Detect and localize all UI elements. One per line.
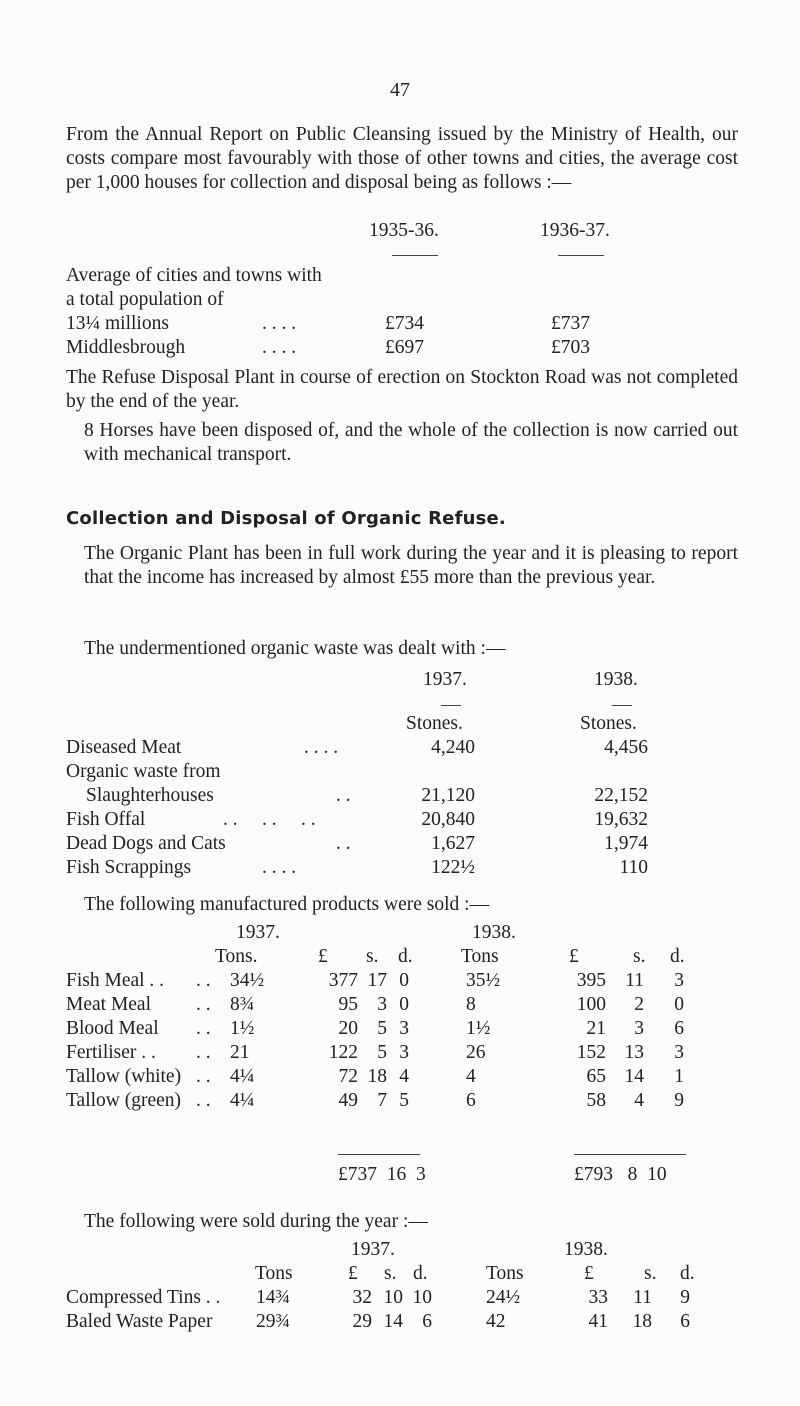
product-tons-1938: 6 xyxy=(466,1090,476,1111)
waste-row-label: Fish Scrappings xyxy=(66,857,192,878)
waste-row-value-1937: 21,120 xyxy=(421,785,475,806)
waste-row-label: Organic waste from xyxy=(66,761,221,782)
product-label: Meat Meal xyxy=(66,994,152,1015)
product-pounds-1938: 152 xyxy=(576,1042,606,1063)
waste-row-value-1937: 122½ xyxy=(431,857,475,878)
sold-tons-1938: 42 xyxy=(486,1311,506,1332)
product-pence-1938: 6 xyxy=(674,1018,684,1039)
section-heading: Collection and Disposal of Organic Refuse. xyxy=(66,508,506,529)
products-year-1938: 1938. xyxy=(472,922,516,943)
products-total-1938: £793 8 10 xyxy=(574,1164,667,1185)
sold-pounds-1937: 32 xyxy=(352,1287,372,1308)
products-intro: The following manufactured products were sold :— xyxy=(84,894,490,915)
waste-unit-2: Stones. xyxy=(580,713,637,734)
product-tons-1938: 8 xyxy=(466,994,476,1015)
product-shillings-1937: 17 xyxy=(367,970,387,991)
sold-label: Baled Waste Paper xyxy=(66,1311,213,1332)
cost-row2-value-2: £703 xyxy=(551,337,590,358)
products-header-tons-1937: Tons. xyxy=(215,946,258,967)
products-header-tons-1938: Tons xyxy=(461,946,499,967)
waste-row-value-1938: 19,632 xyxy=(594,809,648,830)
product-leader: . . xyxy=(196,1090,211,1111)
sold-tons-1937: 29¾ xyxy=(256,1311,291,1332)
product-label: Blood Meal xyxy=(66,1018,159,1039)
sold-pounds-1938: 33 xyxy=(588,1287,608,1308)
product-pence-1938: 0 xyxy=(674,994,684,1015)
waste-row-leader: . . . . xyxy=(304,737,339,758)
products-header-pence-1938: d. xyxy=(670,946,685,967)
product-shillings-1937: 3 xyxy=(377,994,387,1015)
waste-row-value-1938: 22,152 xyxy=(594,785,648,806)
product-shillings-1937: 18 xyxy=(367,1066,387,1087)
product-leader: . . xyxy=(196,970,211,991)
product-pence-1938: 3 xyxy=(674,970,684,991)
product-pounds-1938: 100 xyxy=(576,994,606,1015)
product-tons-1937: 4¼ xyxy=(230,1066,255,1087)
plant-paragraph: The Refuse Disposal Plant in course of erection on Stockton Road was not completed by the end of the year. xyxy=(66,367,738,412)
sold-pounds-1937: 29 xyxy=(352,1311,372,1332)
product-label: Tallow (white) xyxy=(66,1066,182,1087)
products-header-pence-1937: d. xyxy=(398,946,413,967)
sold-label: Compressed Tins . . xyxy=(66,1287,221,1308)
product-shillings-1938: 13 xyxy=(624,1042,644,1063)
sold-tons-1937: 14¾ xyxy=(256,1287,291,1308)
waste-row-leader: . . xyxy=(336,833,351,854)
waste-row-leader: . . . . . . xyxy=(223,809,316,830)
waste-row-leader: . . xyxy=(336,785,351,806)
sold-header-pounds-1937: £ xyxy=(348,1263,358,1284)
cost-row2-label: Middlesbrough xyxy=(66,337,186,358)
sold-shillings-1938: 11 xyxy=(633,1287,652,1308)
waste-unit-1: Stones. xyxy=(406,713,463,734)
cost-col-1935: 1935-36. xyxy=(369,220,439,241)
product-shillings-1938: 4 xyxy=(634,1090,644,1111)
product-pence-1938: 1 xyxy=(674,1066,684,1087)
cost-row1-label-line2: a total population of xyxy=(66,289,224,310)
products-year-1937: 1937. xyxy=(236,922,280,943)
product-shillings-1938: 14 xyxy=(624,1066,644,1087)
cost-row1-label-line3: 13¼ millions xyxy=(66,313,169,334)
product-pounds-1937: 20 xyxy=(338,1018,358,1039)
products-total-rule-1937 xyxy=(338,1154,420,1155)
waste-rule-1 xyxy=(441,705,461,706)
waste-row-value-1938: 4,456 xyxy=(604,737,648,758)
product-pence-1937: 0 xyxy=(399,994,409,1015)
product-pence-1937: 3 xyxy=(399,1042,409,1063)
product-leader: . . xyxy=(196,1018,211,1039)
product-leader: . . xyxy=(196,1066,211,1087)
sold-shillings-1938: 18 xyxy=(632,1311,652,1332)
products-header-pounds-1938: £ xyxy=(569,946,579,967)
waste-year-1938: 1938. xyxy=(594,669,638,690)
page-number: 47 xyxy=(390,79,410,101)
cost-row2-value-1: £697 xyxy=(385,337,424,358)
waste-row-value-1938: 110 xyxy=(619,857,648,878)
product-pence-1938: 3 xyxy=(674,1042,684,1063)
product-tons-1937: 4¼ xyxy=(230,1090,255,1111)
waste-row-value-1937: 4,240 xyxy=(431,737,475,758)
cost-rule-2 xyxy=(558,255,604,256)
product-pounds-1938: 21 xyxy=(586,1018,606,1039)
product-pence-1937: 4 xyxy=(399,1066,409,1087)
cost-row2-leader: . . . . xyxy=(262,337,297,358)
product-tons-1937: 8¾ xyxy=(230,994,255,1015)
product-pounds-1938: 58 xyxy=(586,1090,606,1111)
sold-year-1938: 1938. xyxy=(564,1239,608,1260)
product-shillings-1937: 5 xyxy=(377,1042,387,1063)
sold-shillings-1937: 14 xyxy=(383,1311,403,1332)
product-label: Fertiliser . . xyxy=(66,1042,156,1063)
waste-year-1937: 1937. xyxy=(423,669,467,690)
product-pounds-1937: 49 xyxy=(338,1090,358,1111)
sold-header-shillings-1938: s. xyxy=(644,1263,657,1284)
waste-row-label: Dead Dogs and Cats xyxy=(66,833,226,854)
waste-row-value-1937: 20,840 xyxy=(421,809,475,830)
intro-paragraph: From the Annual Report on Public Cleansing issued by the Ministry of Health, our costs compare most favourably with those of other towns and cities, the average cost per 1,000 houses for collection and disposal being as follows :— xyxy=(66,124,738,193)
product-pence-1938: 9 xyxy=(674,1090,684,1111)
products-header-shillings-1938: s. xyxy=(633,946,646,967)
sold-header-pence-1938: d. xyxy=(680,1263,695,1284)
cost-row1-leader: . . . . xyxy=(262,313,297,334)
waste-row-label: Fish Offal xyxy=(66,809,146,830)
products-header-pounds-1937: £ xyxy=(318,946,328,967)
sold-pence-1937: 10 xyxy=(412,1287,432,1308)
product-label: Tallow (green) xyxy=(66,1090,182,1111)
cost-col-1936: 1936-37. xyxy=(540,220,610,241)
sold-header-pounds-1938: £ xyxy=(584,1263,594,1284)
product-tons-1938: 1½ xyxy=(466,1018,491,1039)
product-tons-1938: 4 xyxy=(466,1066,476,1087)
product-pounds-1938: 395 xyxy=(576,970,606,991)
product-pounds-1937: 122 xyxy=(328,1042,358,1063)
product-tons-1938: 35½ xyxy=(466,970,501,991)
waste-rule-2 xyxy=(612,705,632,706)
product-tons-1937: 21 xyxy=(230,1042,250,1063)
product-pence-1937: 5 xyxy=(399,1090,409,1111)
sold-pence-1937: 6 xyxy=(422,1311,432,1332)
product-leader: . . xyxy=(196,994,211,1015)
product-shillings-1937: 5 xyxy=(377,1018,387,1039)
product-pounds-1937: 72 xyxy=(338,1066,358,1087)
waste-row-label: Diseased Meat xyxy=(66,737,182,758)
cost-row1-label-line1: Average of cities and towns with xyxy=(66,265,322,286)
sold-header-tons-1938: Tons xyxy=(486,1263,524,1284)
cost-rule-1 xyxy=(392,255,438,256)
sold-header-pence-1937: d. xyxy=(413,1263,428,1284)
sold-pence-1938: 9 xyxy=(680,1287,690,1308)
cost-row1-value-2: £737 xyxy=(551,313,590,334)
products-header-shillings-1937: s. xyxy=(366,946,379,967)
waste-row-label-cont: Slaughterhouses xyxy=(86,785,214,806)
products-total-1937: £737 16 3 xyxy=(338,1164,426,1185)
waste-row-value-1937: 1,627 xyxy=(431,833,475,854)
product-shillings-1938: 11 xyxy=(625,970,644,991)
horses-paragraph: 8 Horses have been disposed of, and the whole of the collection is now carried out with mechanical transport. xyxy=(84,420,738,465)
sold-tons-1938: 24½ xyxy=(486,1287,521,1308)
cost-row1-value-1: £734 xyxy=(385,313,424,334)
product-leader: . . xyxy=(196,1042,211,1063)
product-pence-1937: 0 xyxy=(399,970,409,991)
product-shillings-1938: 2 xyxy=(634,994,644,1015)
waste-row-leader: . . . . xyxy=(262,857,297,878)
product-tons-1938: 26 xyxy=(466,1042,486,1063)
sold-intro: The following were sold during the year :— xyxy=(84,1211,428,1232)
sold-year-1937: 1937. xyxy=(351,1239,395,1260)
sold-shillings-1937: 10 xyxy=(383,1287,403,1308)
product-shillings-1937: 7 xyxy=(377,1090,387,1111)
product-shillings-1938: 3 xyxy=(634,1018,644,1039)
sold-pence-1938: 6 xyxy=(680,1311,690,1332)
product-pence-1937: 3 xyxy=(399,1018,409,1039)
product-pounds-1937: 95 xyxy=(338,994,358,1015)
sold-pounds-1938: 41 xyxy=(588,1311,608,1332)
product-label: Fish Meal . . xyxy=(66,970,165,991)
product-pounds-1937: 377 xyxy=(328,970,358,991)
products-total-rule-1938 xyxy=(574,1154,686,1155)
product-tons-1937: 1½ xyxy=(230,1018,255,1039)
product-tons-1937: 34½ xyxy=(230,970,265,991)
sold-header-shillings-1937: s. xyxy=(384,1263,397,1284)
waste-row-value-1938: 1,974 xyxy=(604,833,648,854)
organic-paragraph: The Organic Plant has been in full work during the year and it is pleasing to report that the income has increased by almost £55 more than the previous year. xyxy=(84,543,738,588)
product-pounds-1938: 65 xyxy=(586,1066,606,1087)
sold-header-tons-1937: Tons xyxy=(255,1263,293,1284)
waste-intro: The undermentioned organic waste was dealt with :— xyxy=(84,638,506,659)
